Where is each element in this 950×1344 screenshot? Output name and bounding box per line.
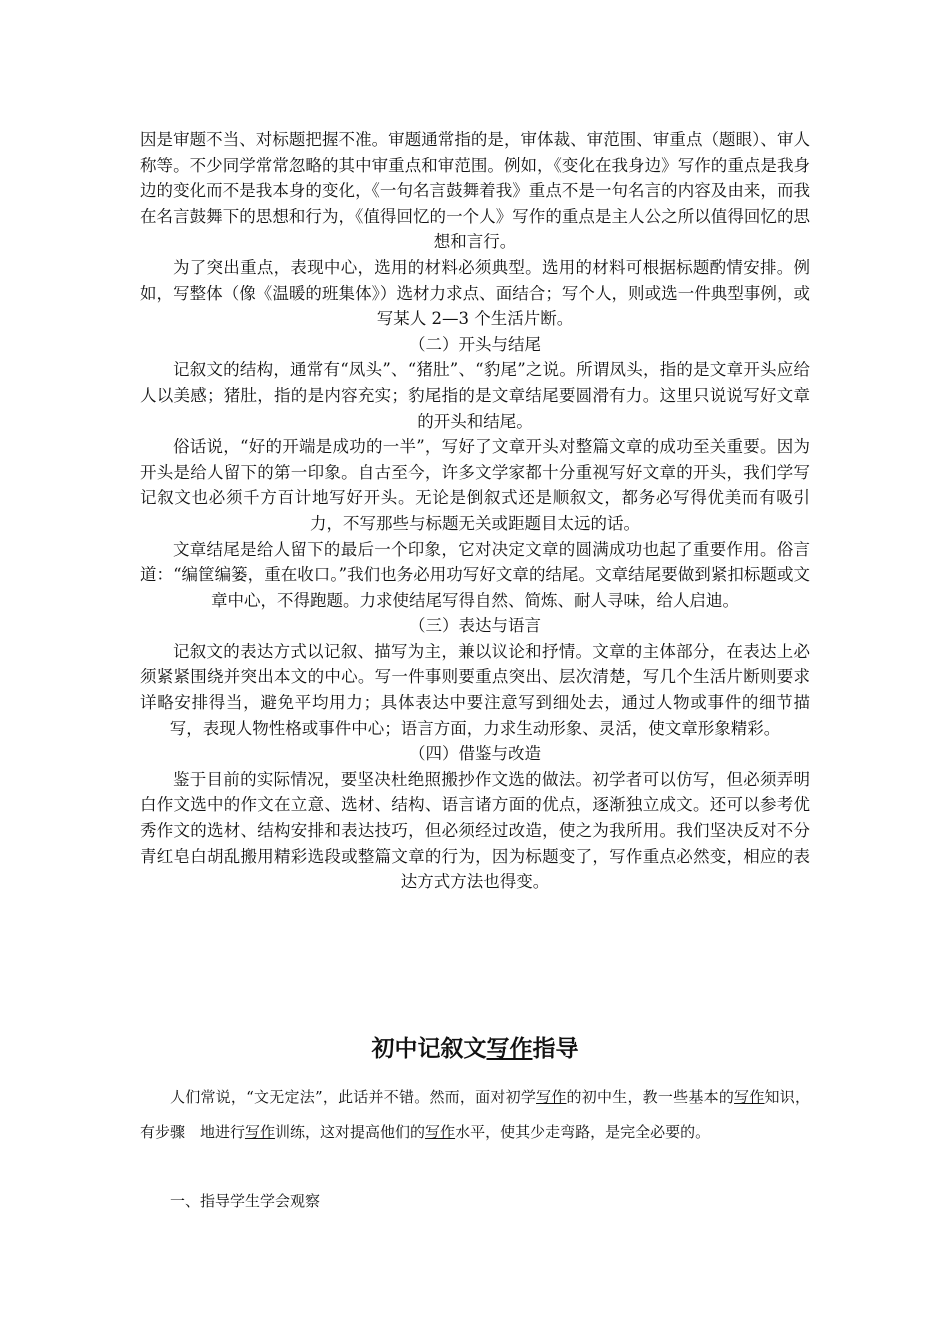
paragraph-5: 文章结尾是给人留下的最后一个印象，它对决定文章的圆满成功也起了重要作用。俗言道：“编筐编篓，重在收口。”我们也务必用功写好文章的结尾。文章结尾要做到紧扣标题或文章中心，不得跑题。力求使结尾写得自然、简炼、耐人寻味，给人启迪。 [140, 539, 810, 610]
paragraph-3: 记叙文的结构，通常有“凤头”、“猪肚”、“豹尾”之说。所谓凤头，指的是文章开头应给人以美感；猪肚，指的是内容充实；豹尾指的是文章结尾要圆滑有力。这里只说说写好文章的开头和结尾。 [140, 360, 810, 431]
paragraph-2: 为了突出重点，表现中心，选用的材料必须典型。选用的材料可根据标题酌情安排。例如，写整体（像《温暖的班集体》）选材力求点、面结合；写个人，则或选一件典型事例，或写某人 2—3 个生活片断。 [140, 257, 810, 329]
intro-text-4: 训练，这对提高他们的 [275, 1123, 426, 1141]
intro-text-5: 水平，使其少走弯路，是完全必要的。 [455, 1123, 711, 1141]
paragraph-1: 因是审题不当、对标题把握不准。审题通常指的是，审体裁、审范围、审重点（题眼）、审人称等。不少同学常常忽略的其中审重点和审范围。例如，《变化在我身边》写作的重点是我身边的变化而不是我本身的变化，《一句名言鼓舞着我》重点不是一句名言的内容及由来，而我在名言鼓舞下的思想和行为，《值得回忆的一个人》写作的重点是主人公之所以值得回忆的思想和言行。 [140, 130, 810, 252]
intro-link-writing-1[interactable]: 写作 [536, 1088, 567, 1106]
subheading-3: （三）表达与语言 [409, 616, 541, 636]
article-body [140, 127, 810, 895]
title-link-writing[interactable]: 写作 [486, 1035, 533, 1062]
intro-text-2: 的初中生，教一些基本的 [566, 1088, 735, 1106]
paragraph-7: 鉴于目前的实际情况，要坚决杜绝照搬抄作文选的做法。初学者可以仿写，但必须弄明白作文选中的作文在立意、选材、结构、语言诸方面的优点，逐渐独立成文。还可以参考优秀作文的选材、结构安排和表达技巧，但必须经过改造，使之为我所用。我们坚决反对不分青红皂白胡乱搬用精彩选段或整篇文章的行为，因为标题变了，写作重点必然变，相应的表达方式方法也得变。 [140, 769, 810, 892]
intro-paragraph [140, 1080, 810, 1150]
intro-link-writing-2[interactable]: 写作 [734, 1088, 765, 1106]
document-title [0, 1030, 950, 1063]
subheading-2: （二）开头与结尾 [409, 334, 541, 354]
paragraph-4: 俗话说，“好的开端是成功的一半”，写好了文章开头对整篇文章的成功至关重要。因为开头是给人留下的第一印象。自古至今，许多文学家都十分重视写好文章的开头，我们学写记叙文也必须千方百计地写好开头。无论是倒叙式还是顺叙文，都务必写得优美而有吸引力，不写那些与标题无关或距题目太远的话。 [140, 437, 810, 533]
intro-text-3: 知识，有步骤 地进行 [140, 1088, 810, 1141]
title-text-after: 指导 [532, 1035, 579, 1062]
title-text-before: 初中记叙文 [371, 1035, 487, 1062]
intro-link-writing-4[interactable]: 写作 [425, 1123, 456, 1141]
subheading-4: （四）借鉴与改造 [409, 744, 541, 764]
intro-text-1: 人们常说，“文无定法”，此话并不错。然而，面对初学 [170, 1088, 537, 1106]
section-heading: 一、指导学生学会观察 [170, 1192, 321, 1210]
paragraph-6: 记叙文的表达方式以记叙、描写为主，兼以议论和抒情。文章的主体部分，在表达上必须紧紧围绕并突出本文的中心。写一件事则要重点突出、层次清楚，写几个生活片断则要求详略安排得当，避免平均用力；具体表达中要注意写到细处去，通过人物或事件的细节描写，表现人物性格或事件中心；语言方面，力求生动形象、灵活，使文章形象精彩。 [140, 641, 810, 738]
intro-link-writing-3[interactable]: 写作 [245, 1123, 276, 1141]
